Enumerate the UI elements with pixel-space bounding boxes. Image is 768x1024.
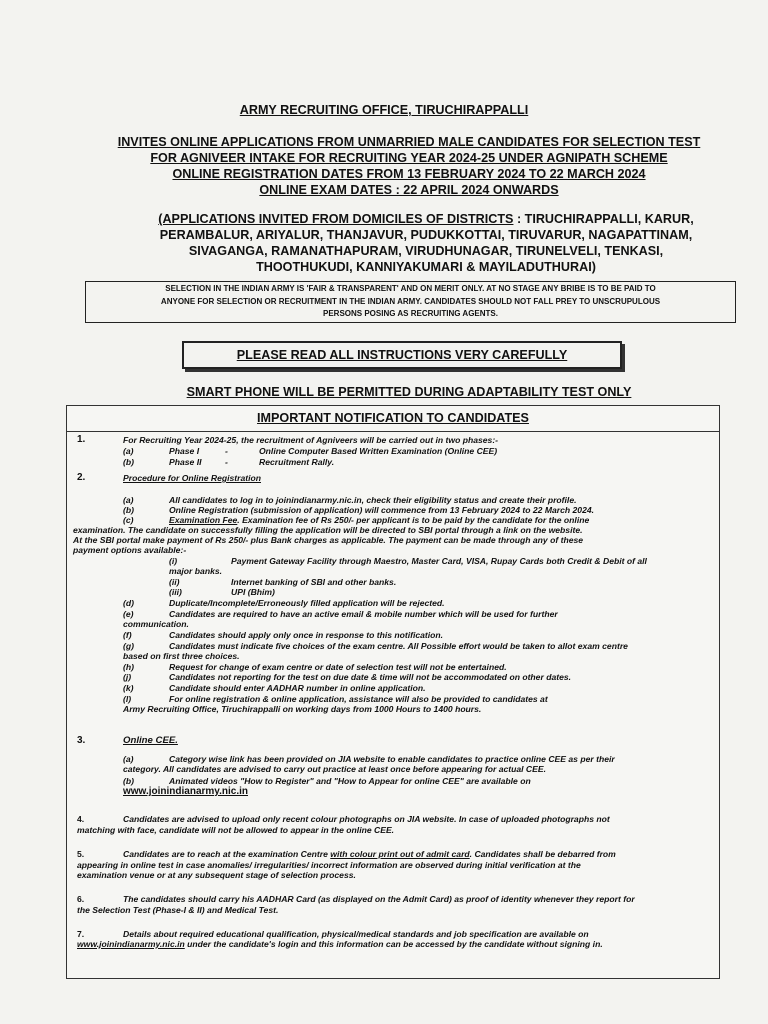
section-1-text: For Recruiting Year 2024-25, the recruitment of Agniveers will be carried out in two phases:- [123, 435, 499, 445]
districts-line-3: SIVAGANGA, RAMANATHAPURAM, VIRUDHUNAGAR, TIRUNELVELI, TENKASI, [188, 244, 664, 258]
s2-d-text: Duplicate/Incomplete/Erroneously filled application will be rejected. [169, 598, 445, 608]
section-3-number: 3. [77, 735, 86, 746]
s3-b-mark: (b) [123, 776, 134, 786]
s2-cii-mark: (ii) [169, 577, 180, 587]
s3-jia-link[interactable]: www.joinindianarmy.nic.in [123, 786, 249, 797]
notification-title: IMPORTANT NOTIFICATION TO CANDIDATES [257, 411, 529, 425]
section-5-number: 5. [77, 849, 85, 859]
s2-d-mark: (d) [123, 598, 134, 608]
s2-c-line-4: payment options available:- [73, 545, 187, 555]
section-7-number: 7. [77, 929, 85, 939]
s2-k-text: Candidate should enter AADHAR number in online application. [169, 683, 426, 693]
section-2-number: 2. [77, 472, 86, 483]
s1-b-dash: - [225, 457, 228, 467]
s6-line-1: The candidates should carry his AADHAR Card (as displayed on the Admit Card) as proof of identity whenever they report for [123, 894, 635, 904]
s5-line-2: appearing in online test in case anomalies/ irregularities/ incorrect information are observed during initial verification at the [77, 860, 581, 870]
invite-line-2: FOR AGNIVEER INTAKE FOR RECRUITING YEAR 2024-25 UNDER AGNIPATH SCHEME [150, 151, 668, 165]
s5-line-3: examination venue or at any subsequent stage of selection process. [77, 870, 356, 880]
s2-j-mark: (j) [123, 672, 132, 682]
read-instructions-box [182, 341, 622, 369]
s2-e-mark: (e) [123, 609, 134, 619]
section-3-heading: Online CEE. [123, 735, 178, 746]
s2-ci-line-1: Payment Gateway Facility through Maestro, Master Card, VISA, Rupay Cards both Credit & Debit of all [231, 556, 647, 566]
exam-fee-text: . Examination fee of Rs 250/- per applicant is to be paid by the candidate for the online [237, 515, 590, 525]
s2-cii-text: Internet banking of SBI and other banks. [231, 577, 397, 587]
invite-line-3: ONLINE REGISTRATION DATES FROM 13 FEBRUARY 2024 TO 22 MARCH 2024 [172, 167, 646, 181]
s2-e-line-1: Candidates are required to have an active email & mobile number which will be used for further [169, 609, 558, 619]
s2-f-text: Candidates should apply only once in response to this notification. [169, 630, 444, 640]
s2-ci-line-2: major banks. [169, 566, 223, 576]
districts-lead: (APPLICATIONS INVITED FROM DOMICILES OF DISTRICTS [158, 212, 514, 226]
office-heading: ARMY RECRUITING OFFICE, TIRUCHIRAPPALLI [239, 103, 529, 117]
districts-line-1 [60, 211, 768, 227]
section-2-heading: Procedure for Online Registration [123, 473, 261, 483]
warning-line-2: ANYONE FOR SELECTION OR RECRUITMENT IN THE INDIAN ARMY. CANDIDATES SHOULD NOT FALL PREY TO UNSCRUPULOUS [160, 296, 661, 306]
s3-b-line-1: Animated videos "How to Register" and "How to Appear for online CEE" are available on [169, 776, 531, 786]
s1-b-mark: (b) [123, 457, 134, 467]
s2-b-text: Online Registration (submission of application) will commence from 13 February 2024 to 22 March 2024. [169, 505, 595, 515]
s1-b-text: Recruitment Rally. [259, 457, 335, 467]
s1-a-phase: Phase I [169, 446, 200, 456]
s4-line-1: Candidates are advised to upload only recent colour photographs on JIA website. In case of uploaded photographs not [123, 814, 610, 824]
s3-a-line-2: category. All candidates are advised to carry out practice at least once before appearing for actual CEE. [123, 764, 546, 774]
s2-f-mark: (f) [123, 630, 132, 640]
s2-ciii-text: UPI (Bhim) [231, 587, 275, 597]
s7-line-2 [77, 939, 603, 950]
s2-c-line-1 [169, 515, 713, 526]
s2-a-text: All candidates to log in to joinindianarmy.nic.in, check their eligibility status and create their profile. [169, 495, 577, 505]
exam-fee-heading: Examination Fee [169, 515, 238, 525]
s2-e-line-2: communication. [123, 619, 189, 629]
s6-line-2: the Selection Test (Phase-I & II) and Medical Test. [77, 905, 279, 915]
section-1-number: 1. [77, 434, 86, 445]
s1-a-dash: - [225, 446, 228, 456]
s2-ci-mark: (i) [169, 556, 178, 566]
smartphone-notice: SMART PHONE WILL BE PERMITTED DURING ADAPTABILITY TEST ONLY [186, 385, 632, 399]
s2-c-line-2: examination. The candidate on successfully filling the application will be directed to SBI portal through a link on the website. [73, 525, 583, 535]
s2-l-mark: (l) [123, 694, 132, 704]
districts-rest: : TIRUCHIRAPPALLI, KARUR, [513, 212, 694, 226]
districts-line-4: THOOTHUKUDI, KANNIYAKUMARI & MAYILADUTHURAI) [256, 260, 596, 274]
s5-line-1a: Candidates are to reach at the examination Centre [123, 849, 331, 859]
s2-g-mark: (g) [123, 641, 134, 651]
invite-line-4: ONLINE EXAM DATES : 22 APRIL 2024 ONWARDS [259, 183, 559, 197]
s5-admit-card: with colour print out of admit card [330, 849, 470, 859]
invite-line-1: INVITES ONLINE APPLICATIONS FROM UNMARRIED MALE CANDIDATES FOR SELECTION TEST [117, 135, 701, 149]
s1-b-phase: Phase II [169, 457, 202, 467]
s5-line-1 [123, 849, 713, 860]
s1-a-text: Online Computer Based Written Examination (Online CEE) [259, 446, 498, 456]
s7-line-2-text: under the candidate's login and this information can be accessed by the candidate without signing in. [184, 939, 603, 949]
s2-h-mark: (h) [123, 662, 134, 672]
read-instructions-text: PLEASE READ ALL INSTRUCTIONS VERY CAREFULLY [236, 348, 568, 362]
s7-line-1: Details about required educational qualification, physical/medical standards and job specification are available on [123, 929, 589, 939]
s2-k-mark: (k) [123, 683, 134, 693]
s2-c-line-3: At the SBI portal make payment of Rs 250/- plus Bank charges as applicable. The payment can be made through any of these [73, 535, 584, 545]
s2-j-text: Candidates not reporting for the test on due date & time will not be accommodated on other dates. [169, 672, 572, 682]
notification-box [66, 405, 720, 979]
s2-l-line-1: For online registration & online application, assistance will also be provided to candidates at [169, 694, 548, 704]
s5-line-1b: . Candidates shall be debarred from [469, 849, 616, 859]
districts-line-2: PERAMBALUR, ARIYALUR, THANJAVUR, PUDUKKOTTAI, TIRUVARUR, NAGAPATTINAM, [159, 228, 693, 242]
title-divider [67, 431, 719, 432]
s2-h-text: Request for change of exam centre or date of selection test will not be entertained. [169, 662, 507, 672]
s2-g-line-1: Candidates must indicate five choices of the exam centre. All Possible effort would be taken to allot exam centre [169, 641, 628, 651]
s2-a-mark: (a) [123, 495, 134, 505]
warning-line-3: PERSONS POSING AS RECRUITING AGENTS. [323, 309, 498, 318]
s1-a-mark: (a) [123, 446, 134, 456]
anti-bribe-warning-box [85, 281, 736, 323]
s7-jia-link[interactable]: www.joinindianarmy.nic.in [77, 939, 185, 949]
s2-l-line-2: Army Recruiting Office, Tiruchirappalli on working days from 1000 Hours to 1400 hours. [123, 704, 482, 714]
s3-a-line-1: Category wise link has been provided on JIA website to enable candidates to practice online CEE as per their [169, 754, 615, 764]
section-4-number: 4. [77, 814, 85, 824]
s2-b-mark: (b) [123, 505, 134, 515]
s2-ciii-mark: (iii) [169, 587, 182, 597]
s3-a-mark: (a) [123, 754, 134, 764]
s2-g-line-2: based on first three choices. [123, 651, 240, 661]
warning-line-1: SELECTION IN THE INDIAN ARMY IS 'FAIR & TRANSPARENT' AND ON MERIT ONLY. AT NO STAGE ANY BRIBE IS TO BE PAID TO [165, 284, 656, 293]
s4-line-2: matching with face, candidate will not be allowed to appear in the online CEE. [77, 825, 395, 835]
s2-c-mark: (c) [123, 515, 134, 525]
section-6-number: 6. [77, 894, 85, 904]
